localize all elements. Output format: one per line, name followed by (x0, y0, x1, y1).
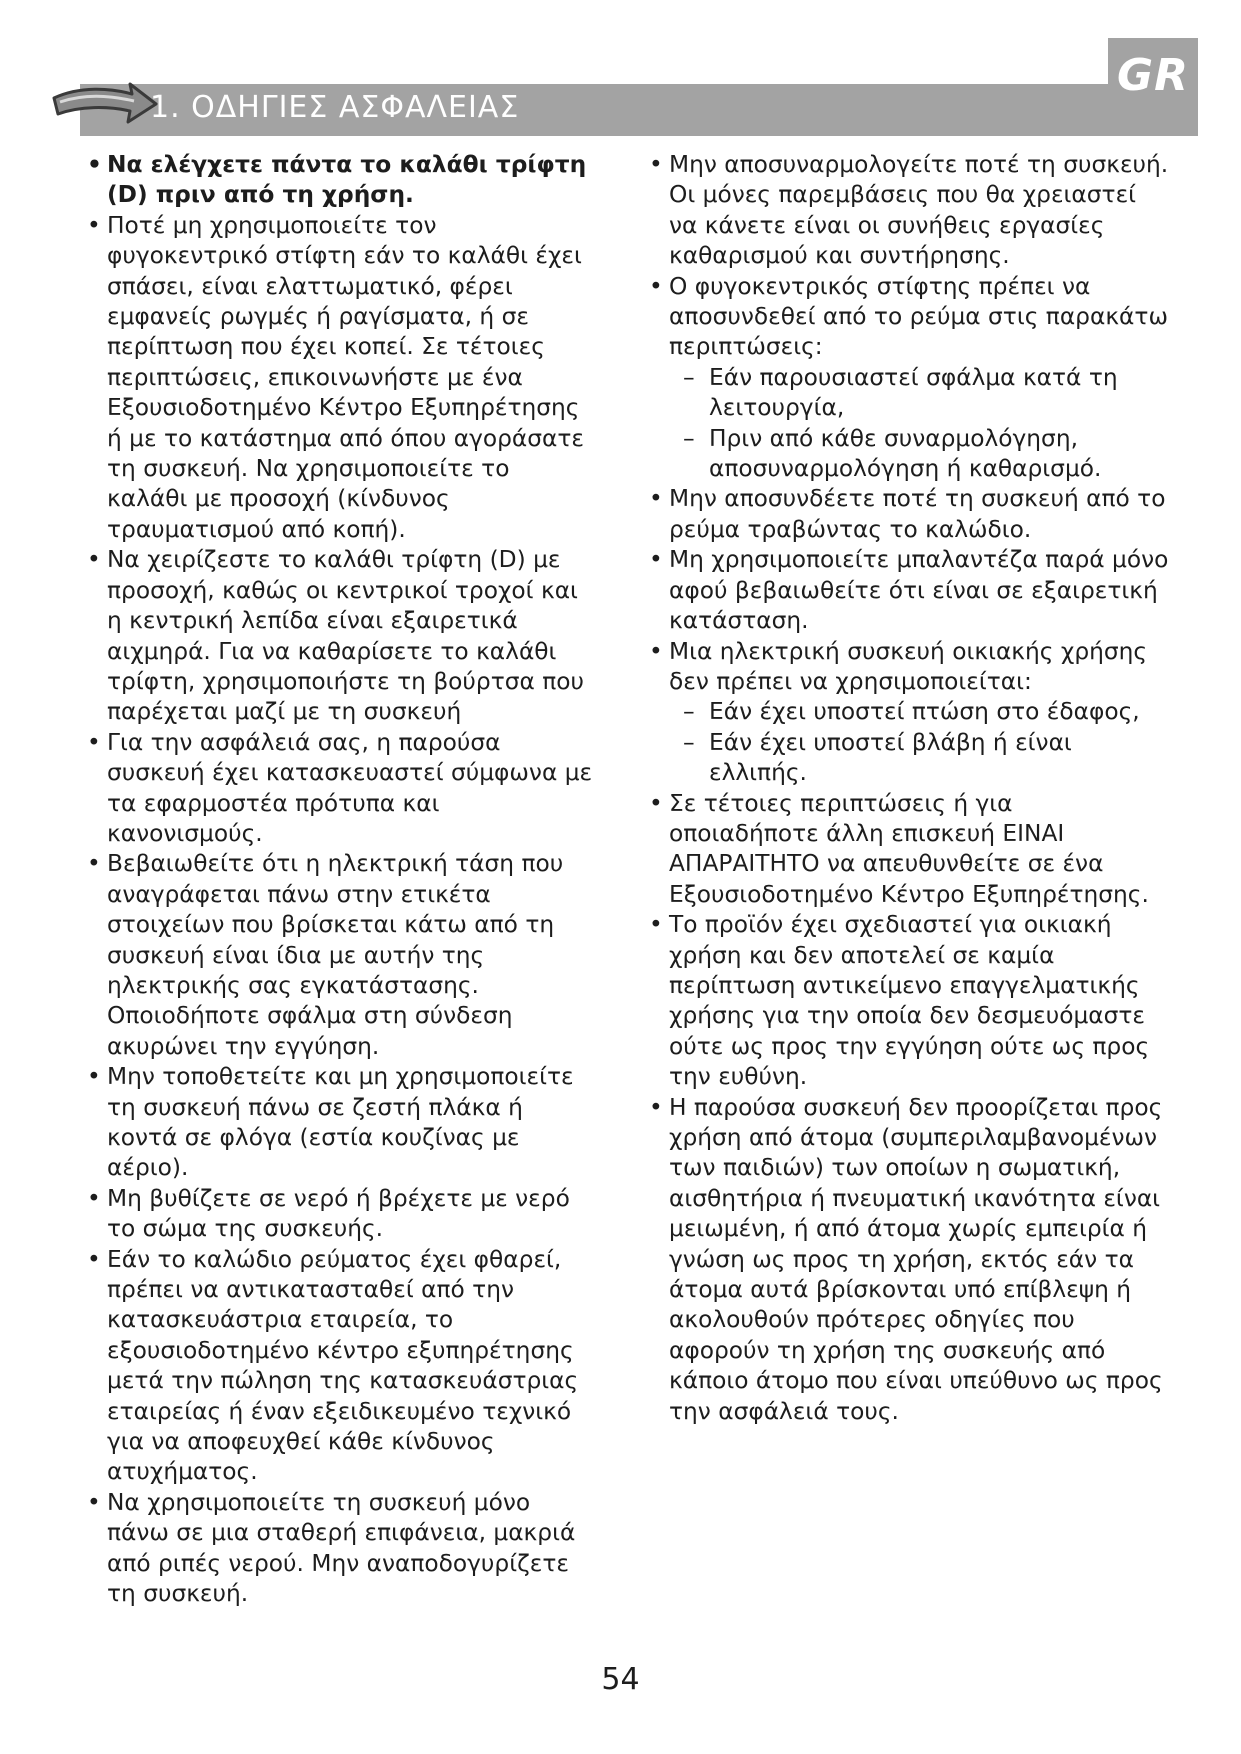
sub-item: – Πριν από κάθε συναρμολόγηση, αποσυναρμολόγηση ή καθαρισμό. (669, 424, 1169, 485)
safety-item-text: Το προϊόν έχει σχεδιαστεί για οικιακή χρήση και δεν αποτελεί σε καμία περίπτωση αντικείμενο επαγγελματικής χρήσης για την οποία δεν δεσμευόμαστε ούτε ως προς την εγγύηση ούτε ως προς την ευθύνη. (669, 911, 1150, 1091)
safety-item: • Ποτέ μη χρησιμοποιείτε τον φυγοκεντρικό στίφτη εάν το καλάθι έχει σπάσει, είναι ελαττωματικό, φέρει εμφανείς ρωγμές ή ραγίσματα, ή σε περίπτωση που έχει κοπεί. Σε τέτοιες περιπτώσεις, επικοινωνήστε με ένα Εξουσιοδοτημένο Κέντρο Εξυπηρέτησης ή με το κατάστημα από όπου αγοράσατε τη συσκευή. Να χρησιμοποιείτε το καλάθι με προσοχή (κίνδυνος τραυματισμού από κοπή). (85, 211, 595, 545)
safety-item-text: Μια ηλεκτρική συσκευή οικιακής χρήσης δεν πρέπει να χρησιμοποιείται: (669, 637, 1148, 695)
sub-item: – Εάν παρουσιαστεί σφάλμα κατά τη λειτουργία, (669, 363, 1169, 424)
language-label: GR (1117, 50, 1189, 101)
safety-item (647, 910, 1169, 1092)
page-number: 54 (601, 1662, 640, 1697)
safety-item (647, 272, 1169, 485)
safety-item-text: Μην αποσυνδέετε ποτέ τη συσκευή από το ρεύμα τραβώντας το καλώδιο. (669, 485, 1166, 543)
sub-item: – Εάν έχει υποστεί πτώση στο έδαφος, (669, 697, 1169, 727)
safety-item: • Εάν το καλώδιο ρεύματος έχει φθαρεί, πρέπει να αντικατασταθεί από την κατασκευάστρια εταιρεία, το εξουσιοδοτημένο κέντρο εξυπηρέτησης μετά την πώληση της κατασκευάστριας εταιρείας ή έναν εξειδικευμένο τεχνικό για να αποφευχθεί κάθε κίνδυνος ατυχήματος. (85, 1245, 595, 1488)
sub-item: – Εάν έχει υποστεί βλάβη ή είναι ελλιπής. (669, 728, 1169, 789)
safety-item (647, 789, 1169, 911)
safety-item (647, 150, 1169, 272)
safety-item: • Μην τοποθετείτε και μη χρησιμοποιείτε τη συσκευή πάνω σε ζεστή πλάκα ή κοντά σε φλόγα (εστία κουζίνας με αέριο). (85, 1062, 595, 1184)
left-column (85, 150, 595, 1610)
safety-item: • Για την ασφάλειά σας, η παρούσα συσκευή έχει κατασκευαστεί σύμφωνα με τα εφαρμοστέα πρότυπα και κανονισμούς. (85, 728, 595, 850)
safety-item (647, 1093, 1169, 1427)
safety-item (647, 545, 1169, 636)
arrow-icon (50, 80, 160, 130)
safety-item (647, 484, 1169, 545)
safety-item-text: Η παρούσα συσκευή δεν προορίζεται προς χρήση από άτομα (συμπεριλαμβανομένων των παιδιών) των οποίων η σωματική, αισθητήρια ή πνευματική ικανότητα είναι μειωμένη, ή από άτομα χωρίς εμπειρία ή γνώση ως προς τη χρήση, εκτός εάν τα άτομα αυτά βρίσκονται υπό επίβλεψη ή ακολουθούν πρότερες οδηγίες που αφορούν τη χρήση της συσκευής από κάποιο άτομο που είναι υπεύθυνο ως προς την ασφάλειά τους. (669, 1093, 1163, 1425)
section-title: 1. ΟΔΗΓΙΕΣ ΑΣΦΑΛΕΙΑΣ (150, 90, 520, 125)
safety-item: • Να χρησιμοποιείτε τη συσκευή μόνο πάνω σε μια σταθερή επιφάνεια, μακριά από ριπές νερού. Μην αναποδογυρίζετε τη συσκευή. (85, 1488, 595, 1610)
safety-item-text: Μην αποσυναρμολογείτε ποτέ τη συσκευή. Οι μόνες παρεμβάσεις που θα χρειαστεί να κάνετε είναι οι συνήθεις εργασίες καθαρισμού και συντήρησης. (669, 151, 1169, 270)
safety-item: • Βεβαιωθείτε ότι η ηλεκτρική τάση που αναγράφεται πάνω στην ετικέτα στοιχείων που βρίσκεται κάτω από τη συσκευή είναι ίδια με αυτήν της ηλεκτρικής σας εγκατάστασης. Οποιοδήποτε σφάλμα στη σύνδεση ακυρώνει την εγγύηση. (85, 849, 595, 1062)
safety-item-text: Σε τέτοιες περιπτώσεις ή για οποιαδήποτε άλλη επισκευή ΕΙΝΑΙ ΑΠΑΡΑΙΤΗΤΟ να απευθυνθείτε σε ένα Εξουσιοδοτημένο Κέντρο Εξυπηρέτησης. (669, 789, 1149, 908)
safety-item: • Μη βυθίζετε σε νερό ή βρέχετε με νερό το σώμα της συσκευής. (85, 1184, 595, 1245)
safety-item: • Να ελέγχετε πάντα το καλάθι τρίφτη (D) πριν από τη χρήση. (85, 150, 595, 211)
safety-item-text: Ο φυγοκεντρικός στίφτης πρέπει να αποσυνδεθεί από το ρεύμα στις παρακάτω περιπτώσεις: (669, 272, 1168, 361)
safety-item: • Να χειρίζεστε το καλάθι τρίφτη (D) με προσοχή, καθώς οι κεντρικοί τροχοί και η κεντρική λεπίδα είναι εξαιρετικά αιχμηρά. Για να καθαρίσετε το καλάθι τρίφτη, χρησιμοποιήστε τη βούρτσα που παρέχεται μαζί με τη συσκευή (85, 545, 595, 727)
right-column (647, 150, 1169, 1427)
safety-item-text: Μη χρησιμοποιείτε μπαλαντέζα παρά μόνο αφού βεβαιωθείτε ότι είναι σε εξαιρετική κατάσταση. (669, 546, 1169, 635)
safety-item (647, 637, 1169, 789)
